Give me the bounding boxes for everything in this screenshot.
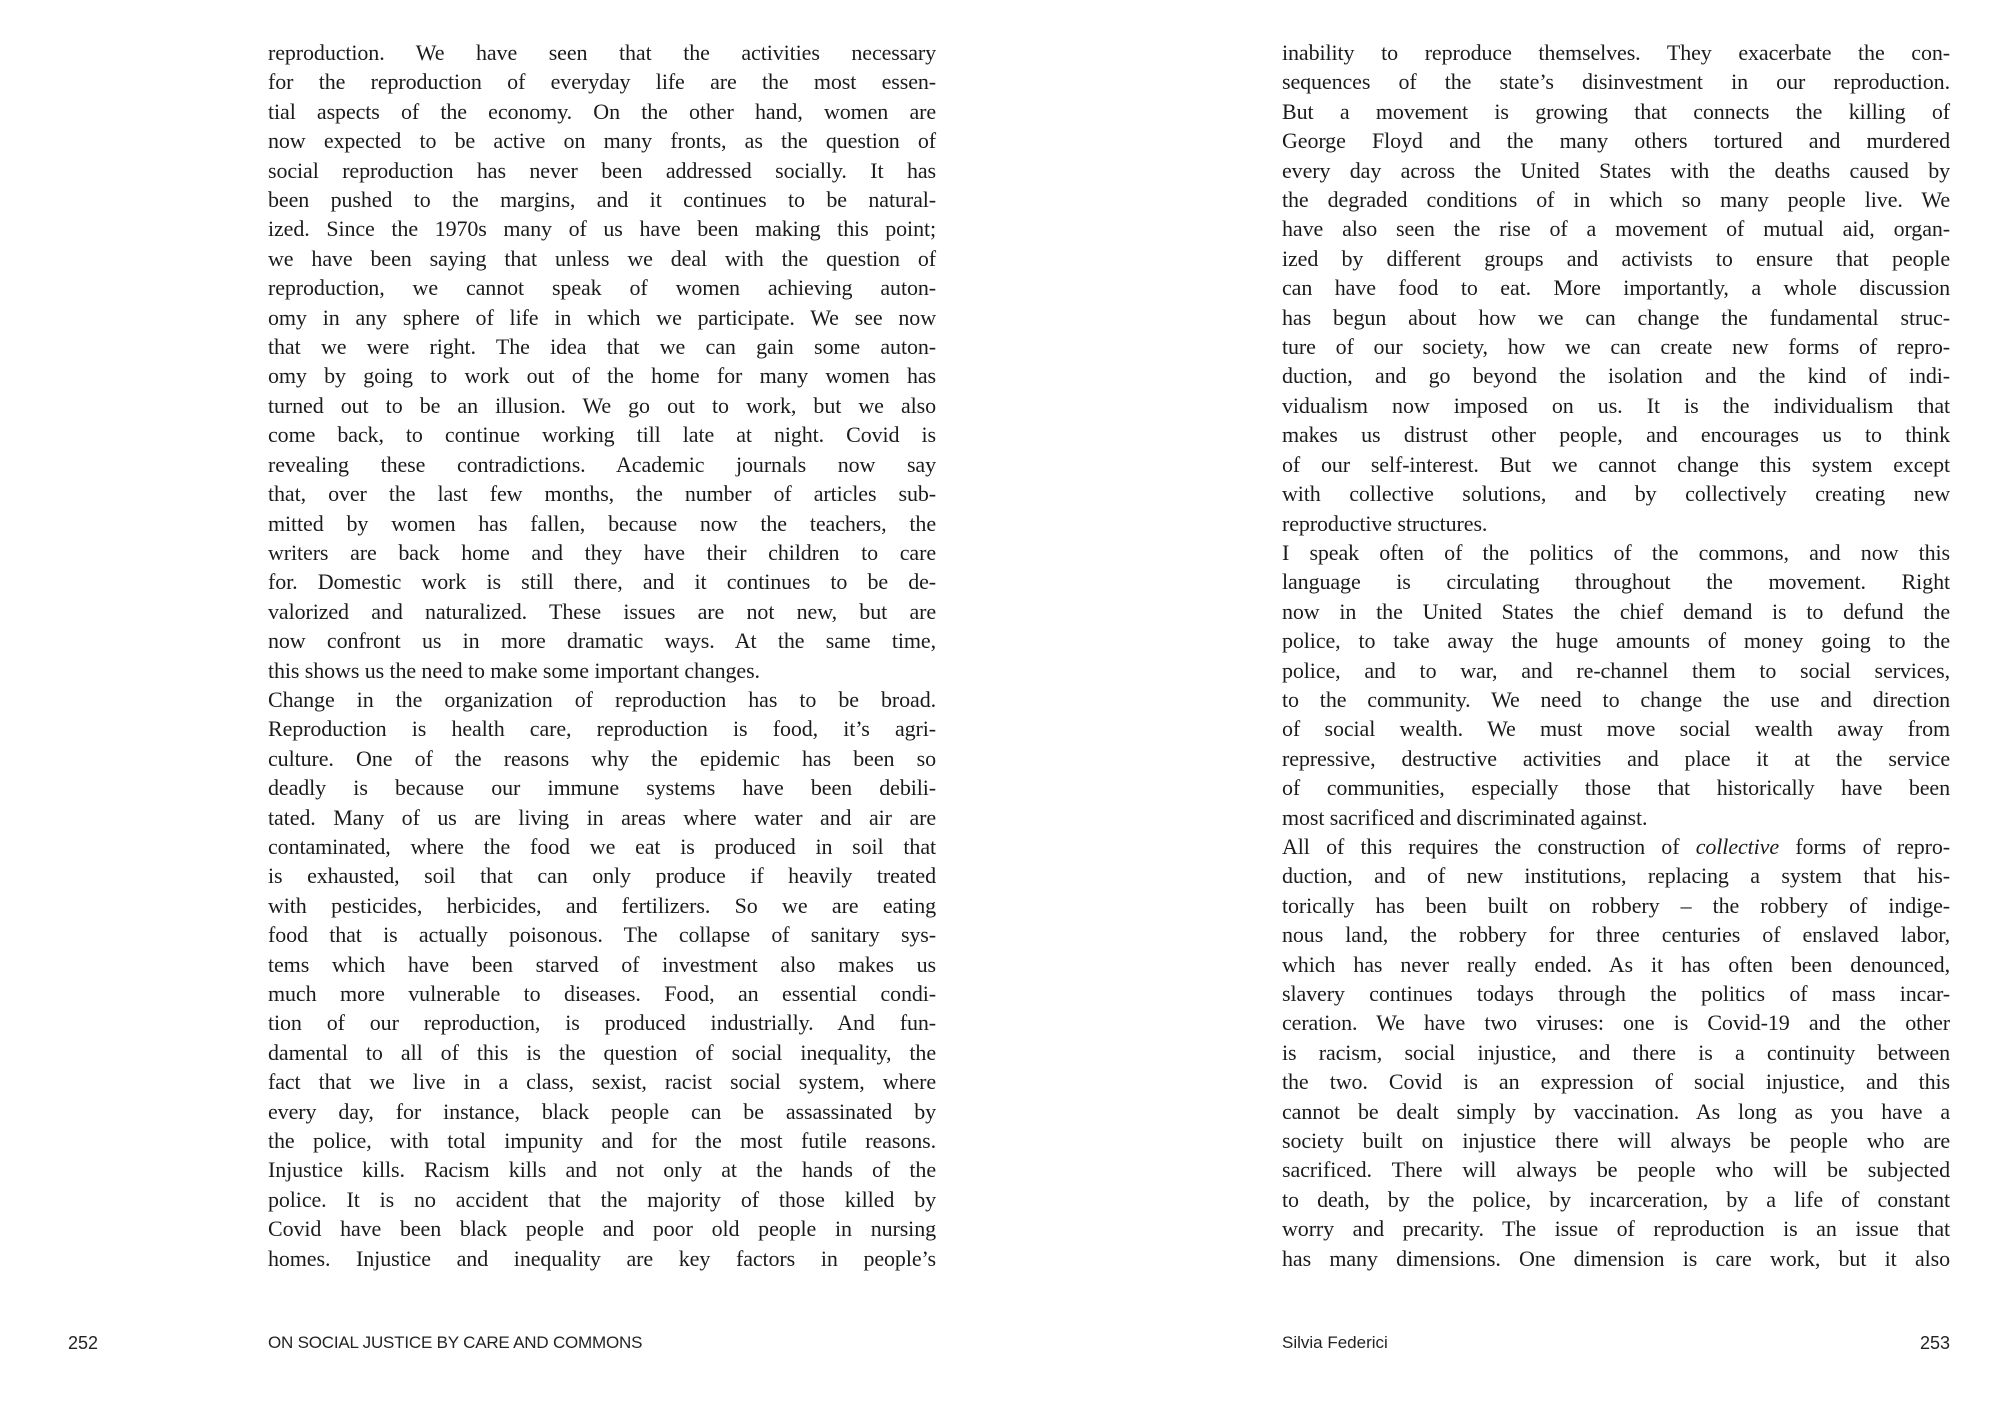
text-line: nous land, the robbery for three centuries of enslaved labor,	[1282, 922, 1950, 948]
text-line: culture. One of the reasons why the epidemic has been so	[268, 745, 936, 771]
text-line: cannot be dealt simply by vaccination. As long as you have a	[1282, 1098, 1950, 1124]
text-line: George Floyd and the many others tortured and murdered	[1282, 128, 1950, 154]
text-line: this shows us the need to make some important changes.	[268, 657, 760, 683]
left-page-text-column	[268, 38, 936, 1273]
text-line: has begun about how we can change the fundamental struc-	[1282, 304, 1950, 330]
text-line: for the reproduction of everyday life are the most essen-	[268, 69, 936, 95]
text-line: is racism, social injustice, and there is a continuity between	[1282, 1039, 1950, 1065]
text-line: worry and precarity. The issue of reproduction is an issue that	[1282, 1216, 1950, 1242]
text-line: makes us distrust other people, and encourages us to think	[1282, 422, 1950, 448]
text-line: that we were right. The idea that we can gain some auton-	[268, 334, 936, 360]
text-line: every day, for instance, black people can be assassinated by	[268, 1098, 936, 1124]
text-line: reproduction. We have seen that the activities necessary	[268, 40, 936, 65]
page-number-right: 253	[1919, 1333, 1950, 1353]
text-line: Injustice kills. Racism kills and not only at the hands of the	[268, 1157, 936, 1183]
text-line: the degraded conditions of in which so many people live. We	[1282, 187, 1950, 213]
text-line: is exhausted, soil that can only produce if heavily treated	[268, 863, 936, 889]
text-line: of social wealth. We must move social wealth away from	[1282, 716, 1950, 742]
text-line: has many dimensions. One dimension is care work, but it also	[1282, 1245, 1950, 1271]
text-line: ized. Since the 1970s many of us have been making this point;	[268, 216, 936, 242]
running-title-left: ON SOCIAL JUSTICE BY CARE AND COMMONS	[268, 1333, 643, 1352]
text-line: which has never really ended. As it has often been denounced,	[1282, 951, 1950, 977]
text-line: reproductive structures.	[1282, 510, 1488, 536]
text-line: language is circulating throughout the movement. Right	[1282, 569, 1950, 595]
text-line: slavery continues todays through the politics of mass incar-	[1282, 981, 1950, 1006]
right-page-text-column	[1282, 38, 1950, 1273]
text-line: ized by different groups and activists to ensure that people	[1282, 245, 1950, 271]
text-line: now in the United States the chief demand is to defund the	[1282, 598, 1950, 624]
text-line: Covid have been black people and poor old people in nursing	[268, 1216, 936, 1242]
text-line: reproduction, we cannot speak of women achieving auton-	[268, 275, 936, 301]
text-line: of communities, especially those that historically have been	[1282, 775, 1950, 801]
text-line: for. Domestic work is still there, and it continues to be de-	[268, 569, 936, 595]
text-line: now confront us in more dramatic ways. At the same time,	[268, 628, 936, 654]
text-line: sequences of the state’s disinvestment in our reproduction.	[1282, 69, 1950, 95]
text-line: All of this requires the construction of collective forms of repro-	[1282, 833, 1951, 859]
text-line: revealing these contradictions. Academic journals now say	[268, 451, 936, 477]
text-line: we have been saying that unless we deal with the question of	[268, 245, 936, 271]
text-line: come back, to continue working till late at night. Covid is	[268, 422, 936, 448]
text-line: Change in the organization of reproduction has to be broad.	[268, 686, 936, 712]
text-line: I speak often of the politics of the commons, and now this	[1282, 539, 1950, 565]
text-line: social reproduction has never been addressed socially. It has	[268, 157, 936, 183]
text-line: damental to all of this is the question of social inequality, the	[268, 1039, 936, 1065]
text-line: tems which have been starved of investment also makes us	[268, 951, 936, 977]
text-line: fact that we live in a class, sexist, racist social system, where	[268, 1069, 936, 1095]
author-name-footer: Silvia Federici	[1282, 1333, 1388, 1352]
text-line: food that is actually poisonous. The collapse of sanitary sys-	[268, 922, 936, 948]
text-line: with collective solutions, and by collectively creating new	[1282, 481, 1950, 507]
text-line: deadly is because our immune systems have been debili-	[268, 775, 936, 801]
text-line: have also seen the rise of a movement of mutual aid, organ-	[1282, 216, 1950, 242]
text-line: now expected to be active on many fronts, as the question of	[268, 128, 936, 154]
text-line: to death, by the police, by incarceration, by a life of constant	[1282, 1186, 1950, 1212]
text-line: sacrificed. There will always be people who will be subjected	[1282, 1157, 1950, 1183]
text-line: most sacrificed and discriminated against.	[1282, 804, 1648, 830]
text-line: writers are back home and they have their children to care	[268, 539, 936, 565]
text-line: tated. Many of us are living in areas where water and air are	[268, 804, 936, 830]
text-line: omy in any sphere of life in which we participate. We see now	[268, 304, 936, 330]
text-line: ture of our society, how we can create new forms of repro-	[1282, 334, 1950, 360]
text-line: But a movement is growing that connects the killing of	[1282, 98, 1950, 124]
text-line: torically has been built on robbery – the robbery of indige-	[1282, 892, 1950, 918]
text-line: tial aspects of the economy. On the other hand, women are	[268, 98, 936, 124]
text-line: the two. Covid is an expression of social injustice, and this	[1282, 1069, 1950, 1095]
text-line: repressive, destructive activities and place it at the service	[1282, 745, 1950, 771]
text-line: tion of our reproduction, is produced industrially. And fun-	[268, 1010, 936, 1036]
text-line: can have food to eat. More importantly, a whole discussion	[1282, 275, 1950, 301]
text-line: much more vulnerable to diseases. Food, an essential condi-	[268, 981, 936, 1006]
text-line: ceration. We have two viruses: one is Covid-19 and the other	[1282, 1010, 1950, 1036]
text-line: duction, and go beyond the isolation and the kind of indi-	[1282, 363, 1950, 389]
text-line: duction, and of new institutions, replacing a system that his-	[1282, 863, 1950, 889]
text-line: every day across the United States with the deaths caused by	[1282, 157, 1950, 183]
text-line: of our self-interest. But we cannot change this system except	[1282, 451, 1950, 477]
text-line: mitted by women has fallen, because now the teachers, the	[268, 510, 936, 536]
text-line: with pesticides, herbicides, and fertilizers. So we are eating	[268, 892, 936, 918]
text-line: contaminated, where the food we eat is produced in soil that	[268, 833, 936, 859]
text-line: vidualism now imposed on us. It is the individualism that	[1282, 392, 1950, 418]
text-line: police. It is no accident that the majority of those killed by	[268, 1186, 936, 1212]
page-number-left: 252	[68, 1333, 99, 1353]
text-line: inability to reproduce themselves. They exacerbate the con-	[1282, 40, 1950, 65]
text-line: society built on injustice there will always be people who are	[1282, 1128, 1950, 1154]
text-line: been pushed to the margins, and it continues to be natural-	[268, 187, 936, 213]
text-line: homes. Injustice and inequality are key factors in people’s	[268, 1245, 936, 1271]
text-line: omy by going to work out of the home for many women has	[268, 363, 936, 389]
text-line: police, and to war, and re-channel them to social services,	[1282, 657, 1950, 683]
text-line: police, to take away the huge amounts of money going to the	[1282, 628, 1950, 654]
text-line: Reproduction is health care, reproduction is food, it’s agri-	[268, 716, 936, 742]
text-line: that, over the last few months, the number of articles sub-	[268, 481, 936, 507]
text-line: turned out to be an illusion. We go out to work, but we also	[268, 392, 936, 418]
text-line: valorized and naturalized. These issues are not new, but are	[268, 598, 936, 624]
text-line: to the community. We need to change the use and direction	[1282, 686, 1950, 712]
text-line: the police, with total impunity and for the most futile reasons.	[268, 1128, 936, 1154]
